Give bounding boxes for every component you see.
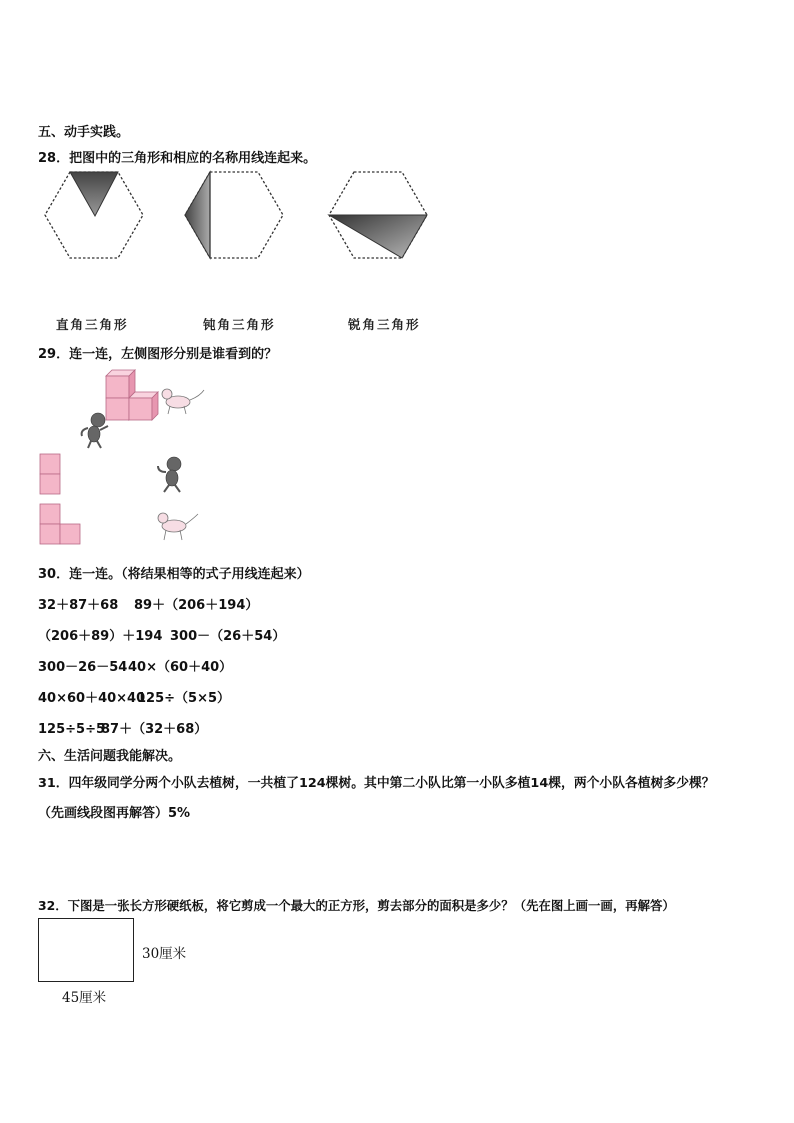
monkey-icon [82, 413, 108, 448]
view-l-shape-squares [40, 504, 80, 544]
expression-right: 125÷（5×5） [137, 691, 231, 706]
section-heading-6: 六、生活问题我能解决。 [38, 749, 182, 764]
expression-left: 40×60＋40×40 [38, 691, 146, 706]
rectangle-cardboard [38, 918, 134, 982]
expression-row [38, 625, 285, 644]
section-heading-5: 五、动手实践。 [38, 125, 130, 140]
hexagon-figures [40, 168, 432, 264]
cube-views-figure [36, 368, 216, 553]
expression-row [38, 687, 230, 706]
hexagon-right-triangle-figure [45, 172, 143, 258]
expression-row [38, 656, 232, 675]
hexagon-obtuse-triangle-figure [185, 172, 283, 258]
hexagon-acute-triangle-figure [329, 172, 427, 258]
dog-icon [158, 513, 198, 540]
expression-right: 40×（60＋40） [128, 660, 233, 675]
rectangle-width-label: 45厘米 [62, 990, 107, 1006]
question-32-prompt: 32．下图是一张长方形硬纸板，将它剪成一个最大的正方形，剪去部分的面积是多少？（先在图上画一画，再解答） [38, 898, 675, 913]
dog-icon [162, 389, 204, 414]
label-acute-triangle: 锐角三角形 [348, 317, 421, 332]
cube-stack [106, 370, 158, 420]
expression-right: 89＋（206＋194） [134, 598, 259, 613]
expression-right: 300－（26＋54） [170, 629, 286, 644]
question-31-prompt: 31．四年级同学分两个小队去植树，一共植了124棵树。其中第二小队比第一小队多植14棵，两个小队各植树多少棵？ [38, 776, 715, 791]
monkey-icon [158, 457, 181, 492]
label-obtuse-triangle: 钝角三角形 [203, 317, 276, 332]
label-right-triangle: 直角三角形 [56, 317, 129, 332]
question-29-prompt: 29．连一连，左侧图形分别是谁看到的？ [38, 347, 278, 362]
expression-left: 32＋87＋68 [38, 598, 119, 613]
expression-left: （206＋89）＋194 [38, 629, 163, 644]
expression-left: 300－26－54 [38, 660, 128, 675]
expression-left: 125÷5÷5 [38, 722, 106, 737]
question-31-note: （先画线段图再解答）5% [38, 806, 191, 821]
view-two-stacked-squares [40, 454, 60, 494]
expression-right: 87＋（32＋68） [101, 722, 208, 737]
expression-row [38, 718, 207, 737]
question-28-prompt: 28．把图中的三角形和相应的名称用线连起来。 [38, 151, 317, 166]
question-30-prompt: 30．连一连。（将结果相等的式子用线连起来） [38, 567, 310, 582]
rectangle-height-label: 30厘米 [142, 946, 187, 962]
expression-row [38, 594, 258, 613]
